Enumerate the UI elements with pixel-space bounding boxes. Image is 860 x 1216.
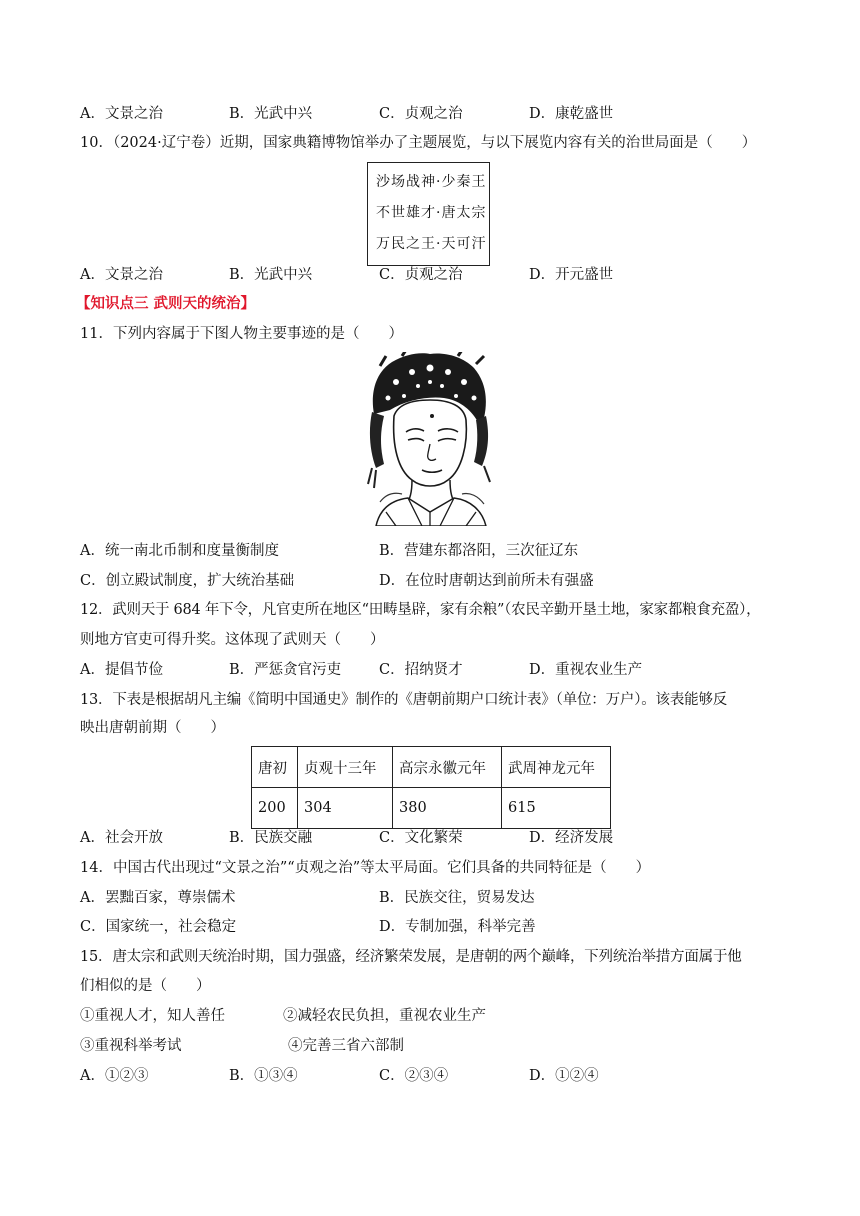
q13-stem-line-2: 映出唐朝前期（ ）	[80, 720, 225, 736]
q9-option-c: C．贞观之治	[379, 106, 463, 122]
exhibit-line-1: 沙场战神·少秦王	[376, 174, 487, 190]
exhibit-box	[367, 162, 490, 266]
table-header-cell: 高宗永徽元年	[393, 747, 502, 788]
q15-item-1: ①重视人才，知人善任	[80, 1008, 225, 1024]
q15-option-a: A．①②③	[80, 1068, 149, 1084]
q11-option-b: B．营建东都洛阳，三次征辽东	[379, 543, 579, 559]
q13-option-a: A．社会开放	[80, 830, 163, 846]
q14-stem: 14．中国古代出现过“文景之治”“贞观之治”等太平局面。它们具备的共同特征是（ ）	[80, 860, 651, 876]
q15-item-3: ③重视科举考试	[80, 1038, 182, 1054]
table-row	[252, 788, 611, 829]
q15-stem-line-1: 15．唐太宗和武则天统治时期，国力强盛，经济繁荣发展，是唐朝的两个巅峰，下列统治举措方面属于他	[80, 949, 742, 965]
q10-option-c: C．贞观之治	[379, 267, 463, 283]
q14-option-d: D．专制加强，科举完善	[379, 919, 536, 935]
q10-stem: 10．（2024·辽宁卷）近期，国家典籍博物馆举办了主题展览，与以下展览内容有关的治世局面是（ ）	[80, 135, 757, 151]
population-table	[251, 746, 611, 829]
q14-option-c: C．国家统一，社会稳定	[80, 919, 237, 935]
table-header-cell: 贞观十三年	[298, 747, 393, 788]
q12-option-b: B．严惩贪官污吏	[229, 662, 342, 678]
table-header-cell: 武周神龙元年	[502, 747, 611, 788]
table-cell: 615	[502, 788, 611, 829]
q11-stem: 11．下列内容属于下图人物主要事迹的是（ ）	[80, 326, 403, 342]
q15-stem-line-2: 们相似的是（ ）	[80, 978, 211, 994]
exhibit-line-2: 不世雄才·唐太宗	[376, 205, 487, 221]
q12-stem-line-2: 则地方官吏可得升奖。这体现了武则天（ ）	[80, 632, 385, 648]
table-cell: 304	[298, 788, 393, 829]
wu-zetian-portrait-image	[366, 352, 492, 526]
q12-option-d: D．重视农业生产	[529, 662, 643, 678]
q12-option-a: A．提倡节俭	[80, 662, 163, 678]
table-header-cell: 唐初	[252, 747, 298, 788]
q15-item-4: ④完善三省六部制	[288, 1038, 404, 1054]
table-header-row	[252, 747, 611, 788]
q13-option-d: D．经济发展	[529, 830, 614, 846]
exhibit-line-3: 万民之王·天可汗	[376, 236, 487, 252]
q13-stem-line-1: 13．下表是根据胡凡主编《简明中国通史》制作的《唐朝前期户口统计表》（单位：万户）。该表能够反	[80, 692, 728, 708]
q15-item-2: ②减轻农民负担，重视农业生产	[283, 1008, 486, 1024]
q12-stem-line-1: 12．武则天于 684 年下令，凡官吏所在地区“田畴垦辟，家有余粮”（农民辛勤开垦土地，家家都粮食充盈），	[80, 602, 761, 618]
q11-option-a: A．统一南北币制和度量衡制度	[80, 543, 279, 559]
q12-option-c: C．招纳贤才	[379, 662, 463, 678]
q13-option-c: C．文化繁荣	[379, 830, 463, 846]
q14-option-a: A．罢黜百家，尊崇儒术	[80, 890, 236, 906]
section-heading: 【知识点三 武则天的统治】	[76, 295, 256, 312]
q10-option-b: B．光武中兴	[229, 267, 313, 283]
q15-option-b: B．①③④	[229, 1068, 298, 1084]
q13-option-b: B．民族交融	[229, 830, 313, 846]
q11-option-d: D．在位时唐朝达到前所未有强盛	[379, 573, 594, 589]
q14-option-b: B．民族交往，贸易发达	[379, 890, 535, 906]
q15-option-d: D．①②④	[529, 1068, 599, 1084]
q9-option-d: D．康乾盛世	[529, 106, 614, 122]
q10-option-a: A．文景之治	[80, 267, 163, 283]
q15-option-c: C．②③④	[379, 1068, 449, 1084]
table-cell: 200	[252, 788, 298, 829]
q9-option-b: B．光武中兴	[229, 106, 313, 122]
q10-option-d: D．开元盛世	[529, 267, 614, 283]
q9-option-a: A．文景之治	[80, 106, 163, 122]
table-cell: 380	[393, 788, 502, 829]
q11-option-c: C．创立殿试制度，扩大统治基础	[80, 573, 295, 589]
